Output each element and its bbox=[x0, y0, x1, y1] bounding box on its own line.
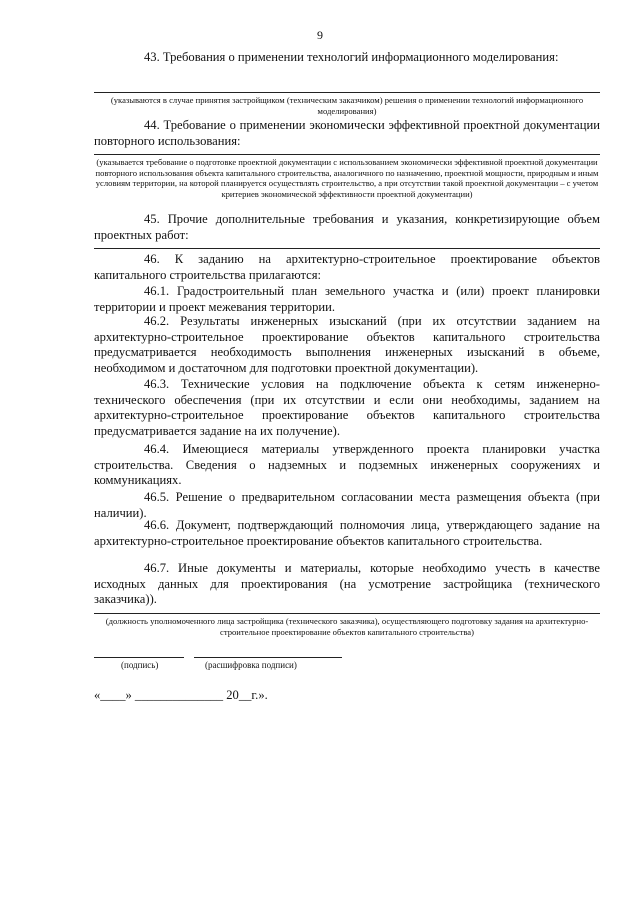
item-44: 44. Требование о применении экономически эффективной проектной документации повторного использования: bbox=[94, 118, 600, 148]
signature-label: (подпись) bbox=[121, 660, 159, 670]
page-number: 9 bbox=[317, 28, 323, 42]
fill-line-45 bbox=[94, 248, 600, 249]
item-46-2: 46.2. Результаты инженерных изысканий (при их отсутствии заданием на архитектурно-строительное проектирование объектов капитального строительства предусматривается необходимость выполнения инженерных изысканий в объеме, необходимом и достаточном для подготовки проектной документации). bbox=[94, 314, 600, 375]
fill-line-43 bbox=[94, 92, 600, 93]
fill-line-position bbox=[94, 613, 600, 614]
item-46: 46. К заданию на архитектурно-строительное проектирование объектов капитального строительства прилагаются: bbox=[94, 252, 600, 282]
position-note: (должность уполномоченного лица застройщика (технического заказчика), осуществляющего подготовку задания на архитектурно-строительное проектирование объектов капитального строительства) bbox=[105, 616, 589, 637]
item-43: 43. Требования о применении технологий информационного моделирования: bbox=[144, 50, 559, 64]
fill-line-44 bbox=[94, 154, 600, 155]
decode-line bbox=[194, 657, 342, 658]
item-43-note: (указываются в случае принятия застройщиком (техническим заказчиком) решения о применении технологий информационного моделирования) bbox=[110, 95, 584, 116]
signature-line bbox=[94, 657, 184, 658]
item-46-3: 46.3. Технические условия на подключение объекта к сетям инженерно-технического обеспечения (при их отсутствии и если они необходимы, заданием на архитектурно-строительное проектирование объектов капитального строительства предусматривается задание на их получение). bbox=[94, 377, 600, 438]
date-line: «____» ______________ 20__г.». bbox=[94, 688, 268, 702]
item-46-6: 46.6. Документ, подтверждающий полномочия лица, утверждающего задание на архитектурно-строительное проектирование объектов капитального строительства. bbox=[94, 518, 600, 548]
item-46-1: 46.1. Градостроительный план земельного участка и (или) проект планировки территории и проект межевания территории. bbox=[94, 284, 600, 314]
item-45: 45. Прочие дополнительные требования и указания, конкретизирующие объем проектных работ: bbox=[94, 212, 600, 242]
item-44-note: (указывается требование о подготовке проектной документации с использованием экономически эффективной проектной документации повторного использования объекта капитального строительства, аналогичного по назначению, проектной мощности, природным и иным условиям территории, на которой планируется осуществлять строительство, а при отсутствии такой проектной документации – с учетом критериев экономической эффективности проектной документации) bbox=[95, 157, 599, 199]
decode-label: (расшифровка подписи) bbox=[205, 660, 297, 670]
item-46-7: 46.7. Иные документы и материалы, которые необходимо учесть в качестве исходных данных для проектирования (на усмотрение застройщика (технического заказчика)). bbox=[94, 561, 600, 606]
item-46-4: 46.4. Имеющиеся материалы утвержденного проекта планировки участка строительства. Сведения о надземных и подземных инженерных сооружениях и коммуникациях. bbox=[94, 442, 600, 487]
item-46-5: 46.5. Решение о предварительном согласовании места размещения объекта (при наличии). bbox=[94, 490, 600, 520]
